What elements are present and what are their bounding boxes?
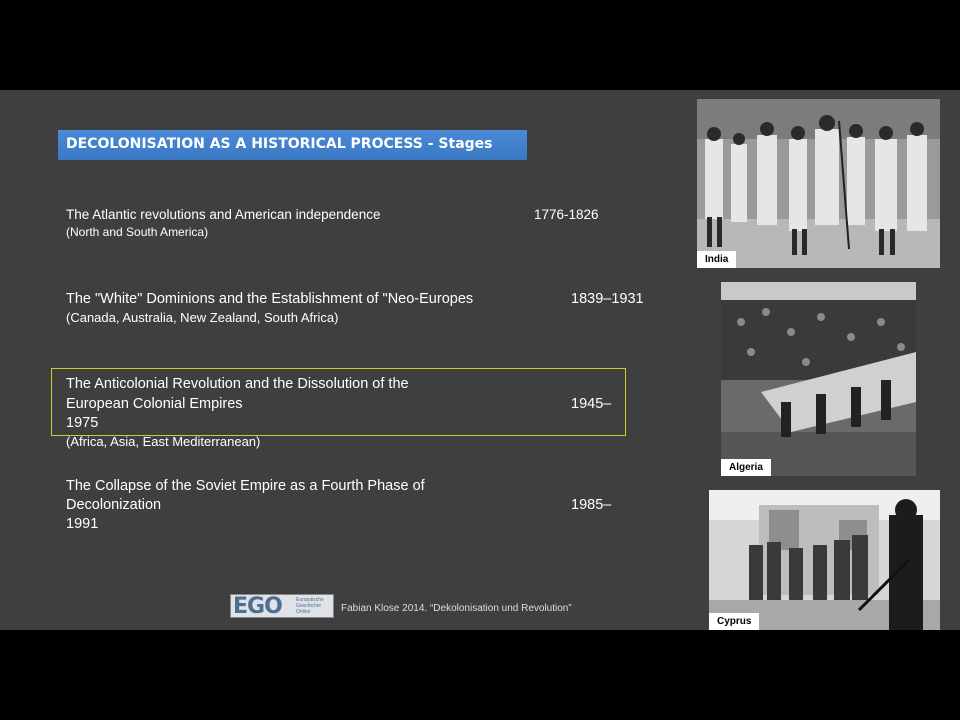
stage-3-years-end: 1975 (66, 415, 99, 431)
slide (0, 90, 960, 630)
stage-4-title-line2: Decolonization (66, 497, 162, 513)
ego-logo-words: Europäische Geschichte Online (296, 597, 324, 615)
stage-3-years-start: 1945– (571, 396, 612, 412)
photo-cyprus (709, 490, 940, 630)
caption-algeria: Algeria (721, 459, 771, 476)
stage-4-title-line1: The Collapse of the Soviet Empire as a Fourth Phase of (66, 478, 425, 494)
stage-1-years: 1776-1826 (534, 207, 599, 222)
india-march-image (697, 99, 940, 268)
caption-india: India (697, 251, 736, 268)
source-credit: Fabian Klose 2014. “Dekolonisation und Revolution” (341, 603, 572, 614)
ego-logo (230, 594, 334, 618)
stage-1-detail: (North and South America) (66, 225, 209, 239)
photo-algeria (721, 282, 916, 476)
stage-2-title: The "White" Dominions and the Establishment of "Neo-Europes (66, 291, 474, 307)
stage-3-title-line2: European Colonial Empires (66, 396, 243, 412)
cyprus-soldiers-image (709, 490, 940, 630)
title-bar (58, 130, 527, 160)
caption-cyprus: Cyprus (709, 613, 759, 630)
stage-4-years-end: 1991 (66, 516, 99, 532)
stage-4-years-start: 1985– (571, 497, 612, 513)
stage-3-detail: (Africa, Asia, East Mediterranean) (66, 434, 261, 449)
stage-1-title: The Atlantic revolutions and American independence (66, 207, 381, 222)
algeria-crowd-image (721, 282, 916, 476)
stage-2-detail: (Canada, Australia, New Zealand, South Africa) (66, 310, 339, 325)
stage-2-years: 1839–1931 (571, 291, 644, 307)
ego-logo-mark: EGO (233, 594, 282, 619)
photo-india (697, 99, 940, 268)
slide-title: DECOLONISATION AS A HISTORICAL PROCESS - Stages (66, 136, 493, 152)
stage-3-title-line1: The Anticolonial Revolution and the Dissolution of the (66, 376, 409, 392)
